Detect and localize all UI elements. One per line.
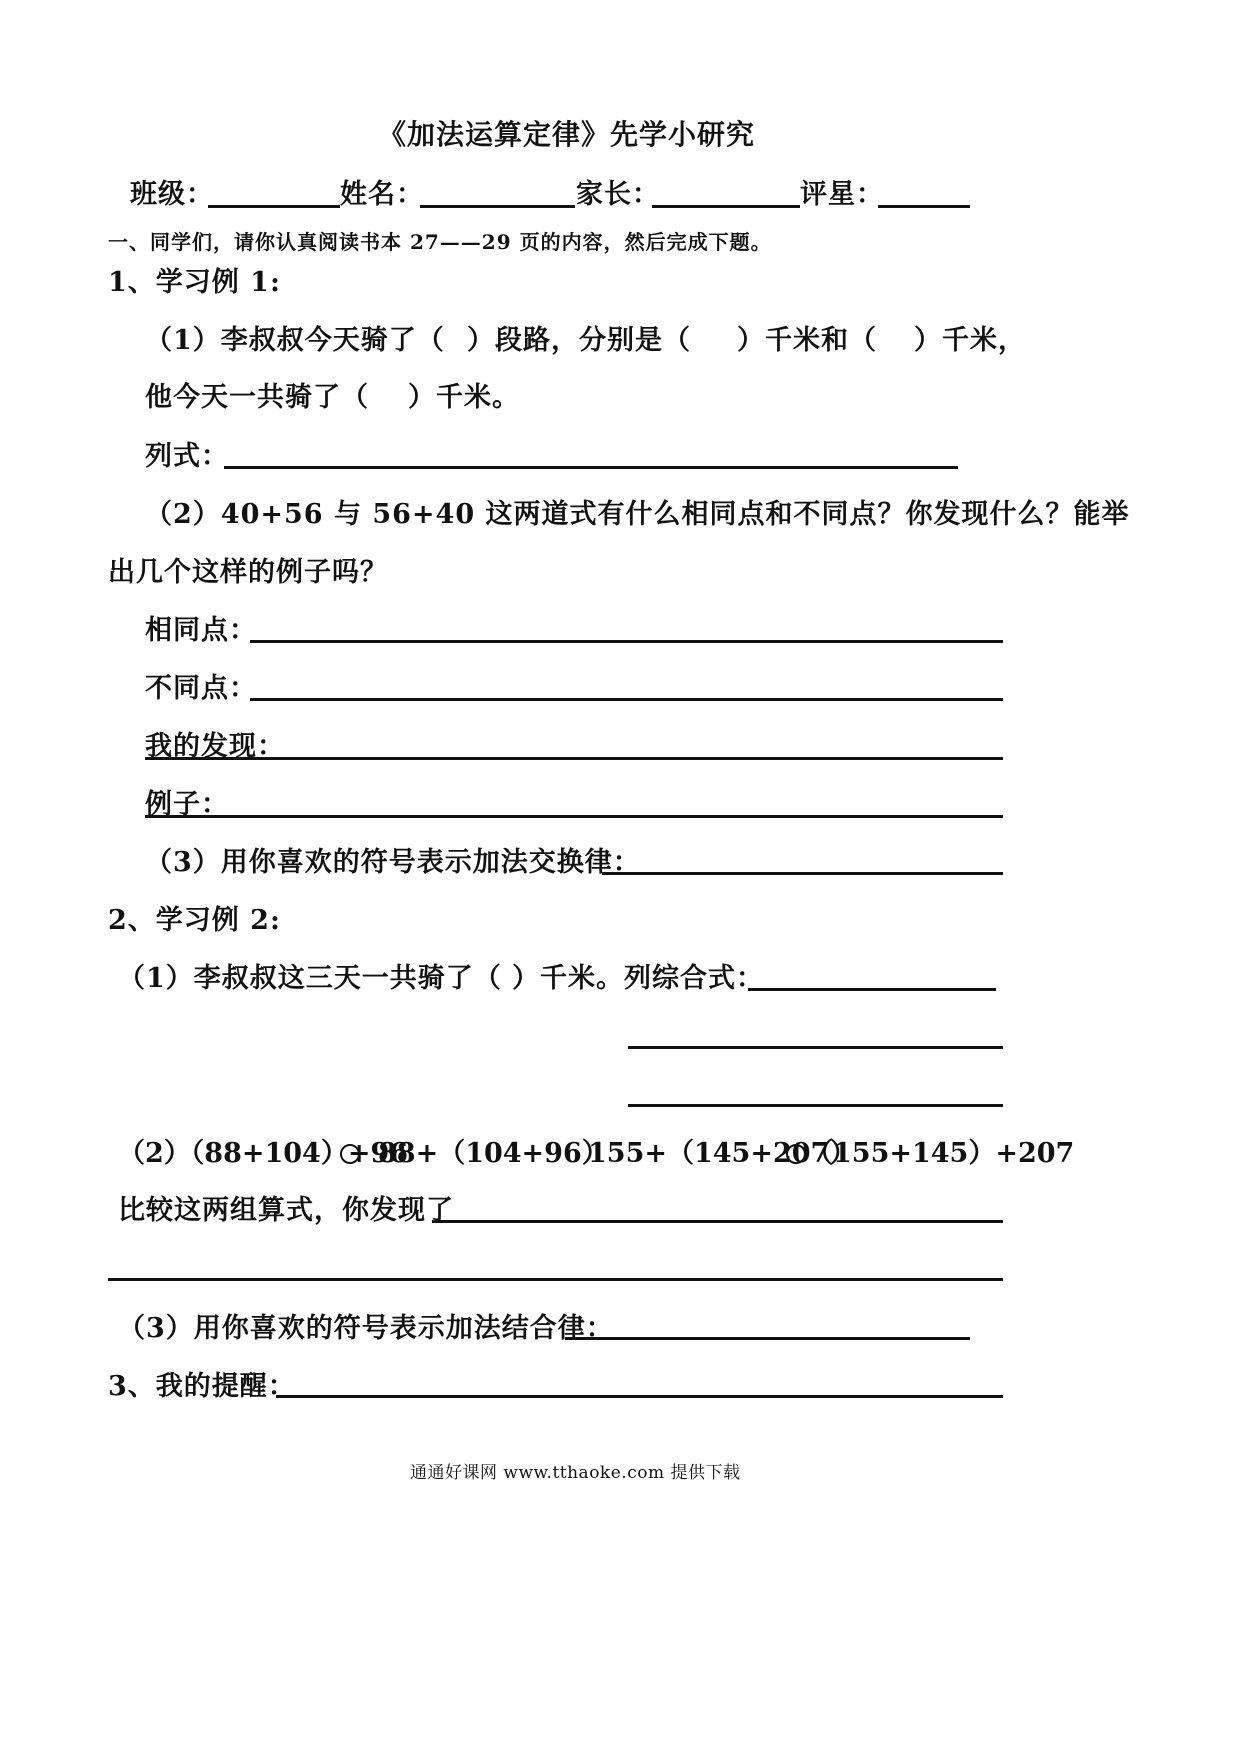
q1-same-label: 相同点：	[145, 615, 257, 646]
parent-label: 家长：	[576, 179, 660, 210]
name-label: 姓名：	[340, 179, 424, 210]
q3-heading: 3、我的提醒：	[108, 1371, 296, 1402]
q2-p1-field-3[interactable]	[628, 1104, 1003, 1107]
q1-p1-text-a: （1）李叔叔今天骑了（	[145, 325, 445, 356]
q1-p1-text-d: ）千米，	[914, 325, 1026, 356]
rating-field[interactable]	[878, 205, 970, 208]
q1-formula-label: 列式：	[145, 441, 229, 472]
q1-diff-field[interactable]	[250, 698, 1003, 701]
rating-label: 评星：	[800, 179, 884, 210]
q2-p2-expr2: 88+（104+96）	[378, 1138, 609, 1169]
q2-compare-field[interactable]	[432, 1220, 1003, 1223]
q1-example-field[interactable]	[145, 815, 1003, 818]
worksheet-title: 《加法运算定律》先学小研究	[378, 118, 756, 151]
q1-heading: 1、学习例 1:	[108, 267, 281, 298]
compare-circle-1[interactable]	[340, 1144, 360, 1164]
q2-compare-text: 比较这两组算式，你发现了	[118, 1195, 454, 1226]
q2-p2-expr4: （155+145）+207	[806, 1138, 1075, 1169]
q2-p1-text-b: ）千米。列综合式：	[512, 963, 764, 994]
q1-p1-text-c: ）千米和（	[737, 325, 877, 356]
q1-finding-field[interactable]	[145, 757, 1003, 760]
name-field[interactable]	[420, 205, 575, 208]
q2-p2-expr3: 155+（145+207）	[588, 1138, 857, 1169]
q2-p1-field-2[interactable]	[628, 1046, 1003, 1049]
section1-instruction: 一、同学们，请你认真阅读书本 27——29 页的内容，然后完成下题。	[108, 230, 772, 254]
q1-p1-line2-a: 他今天一共骑了（	[145, 382, 369, 413]
class-label: 班级：	[130, 179, 214, 210]
q1-example-label: 例子：	[145, 789, 229, 820]
q1-p2-line2: 出几个这样的例子吗？	[108, 557, 388, 588]
parent-field[interactable]	[652, 205, 800, 208]
q1-p3-text: （3）用你喜欢的符号表示加法交换律：	[145, 847, 641, 878]
q2-p3-field[interactable]	[565, 1337, 970, 1340]
q3-field[interactable]	[276, 1395, 1003, 1398]
q1-same-field[interactable]	[250, 640, 1003, 643]
q2-p1-field[interactable]	[748, 988, 996, 991]
q1-p3-field[interactable]	[602, 872, 1003, 875]
q2-heading: 2、学习例 2:	[108, 905, 281, 936]
q1-p2-line1: （2）40+56 与 56+40 这两道式有什么相同点和不同点？你发现什么？能举	[145, 499, 1130, 530]
q1-p1-line2-b: ）千米。	[408, 382, 520, 413]
page-footer: 通通好课网 www.tthaoke.com 提供下载	[410, 1463, 741, 1483]
class-field[interactable]	[208, 205, 340, 208]
q1-formula-field[interactable]	[224, 466, 958, 469]
q2-p3-text: （3）用你喜欢的符号表示加法结合律：	[118, 1313, 614, 1344]
q2-p1-text-a: （1）李叔叔这三天一共骑了（	[118, 963, 502, 994]
q2-compare-field-2[interactable]	[108, 1278, 1003, 1281]
q1-p1-text-b: ）段路，分别是（	[467, 325, 691, 356]
compare-circle-2[interactable]	[786, 1144, 806, 1164]
q1-finding-label: 我的发现：	[145, 731, 285, 762]
q2-p2-expr1: （2）（88+104）+96	[118, 1138, 409, 1169]
q1-diff-label: 不同点：	[145, 673, 257, 704]
